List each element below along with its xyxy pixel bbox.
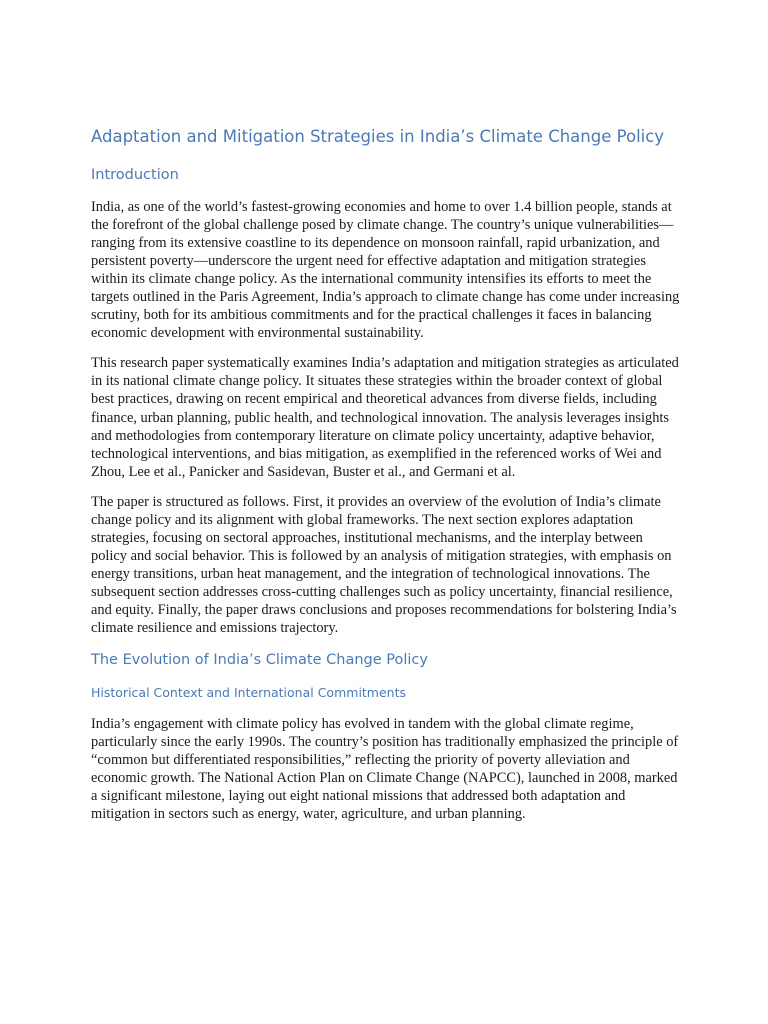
document-body [91,124,681,835]
paragraph: India’s engagement with climate policy has evolved in tandem with the global climate regime, particularly since the early 1990s. The country’s position has traditionally emphasized the principle of “common but differentiated responsibilities,” reflecting the priority of poverty alleviation and economic growth. The National Action Plan on Climate Change (NAPCC), launched in 2008, marked a significant milestone, laying out eight national missions that addressed both adaptation and mitigation in sectors such as energy, water, agriculture, and urban planning. [91,716,679,823]
section-heading-introduction: Introduction [91,167,179,183]
paragraph: India, as one of the world’s fastest-growing economies and home to over 1.4 billion people, stands at the forefront of the global challenge posed by climate change. The country’s unique vulnerabilities—ranging from its extensive coastline to its dependence on monsoon rainfall, rapid urbanization, and persistent poverty—underscore the urgent need for effective adaptation and mitigation strategies within its climate change policy. As the international community intensifies its efforts to meet the targets outlined in the Paris Agreement, India’s approach to climate change has come under increasing scrutiny, both for its ambitious commitments and for the practical challenges it faces in balancing economic development with environmental sustainability. [91,199,680,342]
paragraph: The paper is structured as follows. First, it provides an overview of the evolution of India’s climate change policy and its alignment with global frameworks. The next section explores adaptation strategies, focusing on sectoral approaches, institutional mechanisms, and the interplay between policy and social behavior. This is followed by an analysis of mitigation strategies, with emphasis on energy transitions, urban heat management, and the integration of technological innovations. The subsequent section addresses cross-cutting challenges such as policy uncertainty, financial resilience, and equity. Finally, the paper draws conclusions and proposes recommendations for bolstering India’s climate resilience and emissions trajectory. [91,493,677,637]
document-title: Adaptation and Mitigation Strategies in India’s Climate Change Policy [91,127,665,146]
section-heading-evolution: The Evolution of India’s Climate Change Policy [91,652,428,669]
subsection-heading-historical-context: Historical Context and International Commitments [91,685,407,701]
paragraph: This research paper systematically examines India’s adaptation and mitigation strategies as articulated in its national climate change policy. It situates these strategies within the broader context of global best practices, drawing on recent empirical and theoretical advances from diverse fields, including finance, urban planning, public health, and technological innovation. The analysis leverages insights and methodologies from contemporary literature on climate policy uncertainty, adaptive behavior, technological interventions, and bias mitigation, as exemplified in the referenced works of Wei and Zhou, Lee et al., Panicker and Sasidevan, Buster et al., and Germani et al. [91,355,679,480]
